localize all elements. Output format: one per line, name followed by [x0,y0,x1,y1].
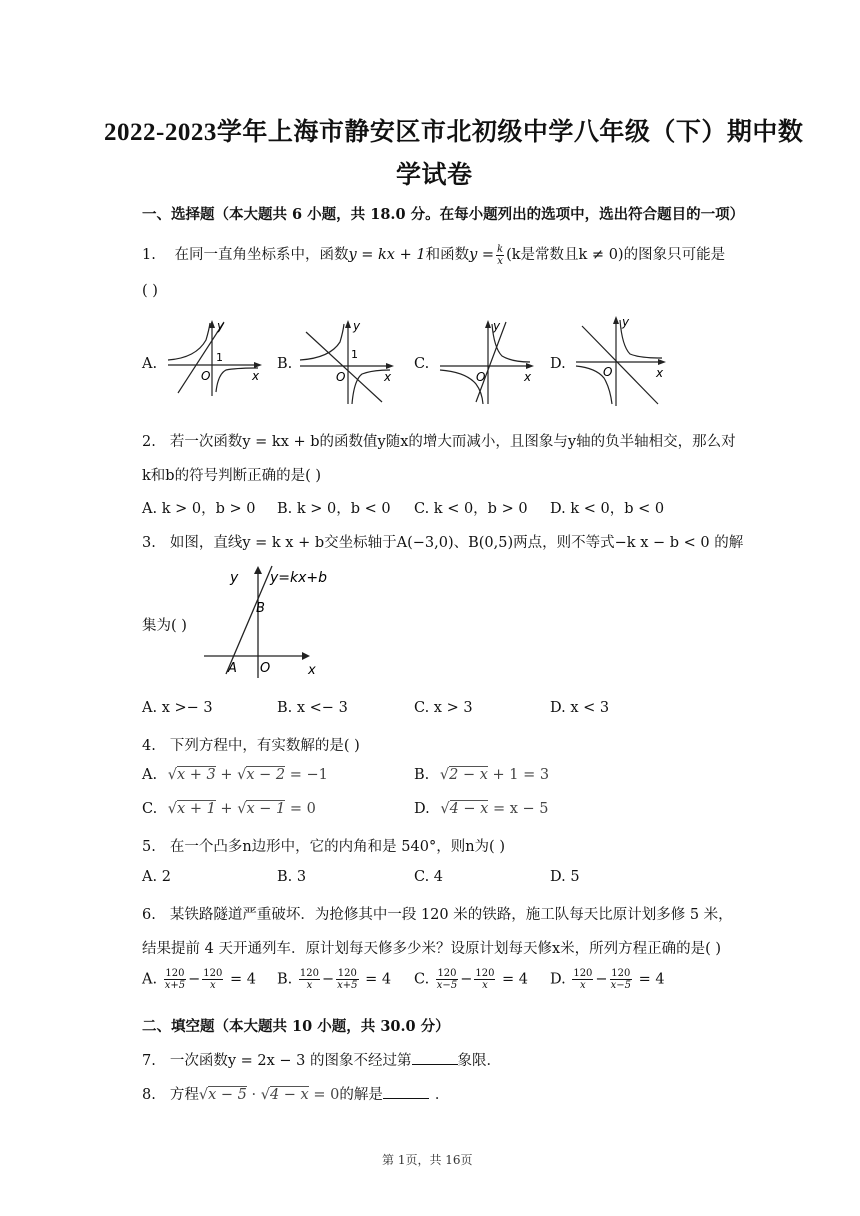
svg-text:x: x [656,366,664,380]
axis-label-y: y [230,570,239,586]
page-title-line1: 2022-2023学年上海市静安区市北初级中学八年级（下）期中数 [104,119,804,146]
option-b: B. √2 − x + 1 = 3 [414,767,550,783]
option-d: D. x < 3 [550,700,610,716]
option-a: A. k > 0，b > 0 [142,501,256,517]
option-c: C. k < 0，b > 0 [414,501,528,517]
option-c: C. $\frac{120}{x-5}$ − $\frac{120}{x}$ = 4 [414,968,529,991]
answer-blank[interactable] [412,1052,458,1065]
question-7: 7. 一次函数y = 2x − 3 的图象不经过第 象限． [142,1053,502,1069]
section-heading-fill: 二、填空题（本大题共 10 小题，共 30.0 分） [142,1018,450,1035]
option-c: C. 4 [414,869,444,885]
answer-paren: ( ) [142,283,158,299]
point-a-label: A [228,661,237,676]
graph-option-d [572,312,672,408]
svg-text:O: O [476,370,486,384]
svg-text:y: y [353,319,361,333]
answer-blank[interactable] [383,1086,429,1099]
option-c: C. x > 3 [414,700,473,716]
option-d: D. 5 [550,869,580,885]
option-a: A. x >− 3 [142,700,213,716]
option-a: A. 2 [142,869,171,885]
section-heading-choice: 一、选择题（本大题共 6 小题，共 18.0 分。在每小题列出的选项中，选出符合题目的一项） [142,206,745,223]
option-a: A. √x + 3 + √x − 2 = −1 [142,767,328,783]
option-label-b: B. [277,356,293,372]
svg-text:O: O [336,370,346,384]
svg-text:y: y [493,319,501,333]
option-b: B. $\frac{120}{x}$ − $\frac{120}{x+5}$ = 4 [277,968,392,991]
fraction-k-over-x: $\frac{k}{x}$ [497,243,504,267]
axis-label-x: x [308,663,316,678]
axis-label-x: x [252,369,260,383]
option-d: D. $\frac{120}{x}$ − $\frac{120}{x-5}$ = 4 [550,968,665,991]
line-label: y=kx+b [270,570,328,586]
question-2-line2: k和b的符号判断正确的是( ) [142,468,321,484]
svg-text:x: x [524,370,532,384]
intercept-label: 1 [216,351,223,364]
question-8: 8. 方程√x − 5 · √4 − x = 0的解是 ． [142,1087,450,1103]
option-label-a: A. [142,356,158,372]
svg-text:y: y [622,315,630,329]
origin-label: O [201,369,211,383]
question-2: 2. 若一次函数y = kx + b的函数值y随x的增大而减小，且图象与y轴的负半轴相交，那么对 [142,434,736,450]
axis-label-y: y [217,319,225,333]
question-5: 5. 在一个凸多n边形中，它的内角和是 540°，则n为( ) [142,839,505,855]
graph-option-c [436,318,536,406]
option-b: B. k > 0，b < 0 [277,501,391,517]
option-b: B. x <− 3 [277,700,348,716]
question-3: 3. 如图，直线y = k x + b交坐标轴于A(−3,0)、B(0,5)两点，则不等式−k x − b < 0 的解 [142,535,744,551]
option-c: C. √x + 1 + √x − 1 = 0 [142,801,316,817]
option-label-d: D. [550,356,566,372]
question-4: 4. 下列方程中，有实数解的是( ) [142,738,360,754]
option-a: A. $\frac{120}{x+5}$ − $\frac{120}{x}$ = 4 [142,968,256,991]
page-title-line2: 学试卷 [396,162,473,189]
option-label-c: C. [414,356,430,372]
question-number: 1. [142,247,156,263]
svg-text:O: O [603,365,613,379]
question-3-line2: 集为( ) [142,618,187,634]
origin-label: O [260,661,271,676]
option-d: D. √4 − x = x − 5 [414,801,549,817]
question-6-line2: 结果提前 4 天开通列车．原计划每天修多少米？设原计划每天修x米，所列方程正确的是( ) [142,941,722,957]
point-b-label: B [256,601,265,616]
graph-question-3 [200,560,340,680]
question-6: 6. 某铁路隧道严重破坏．为抢修其中一段 120 米的铁路，施工队每天比原计划多修 5 米， [142,907,733,923]
option-b: B. 3 [277,869,307,885]
page-footer: 第 1页，共 16页 [382,1153,473,1167]
graph-option-b [296,318,396,406]
question-1: 1. 在同一直角坐标系中，函数y = kx + 1和函数y = $\frac{k}{x}$ (k是常数且k ≠ 0)的图象只可能是 [142,243,726,267]
svg-text:x: x [384,370,392,384]
graph-option-a [164,318,264,398]
svg-text:1: 1 [351,348,358,361]
option-d: D. k < 0，b < 0 [550,501,665,517]
